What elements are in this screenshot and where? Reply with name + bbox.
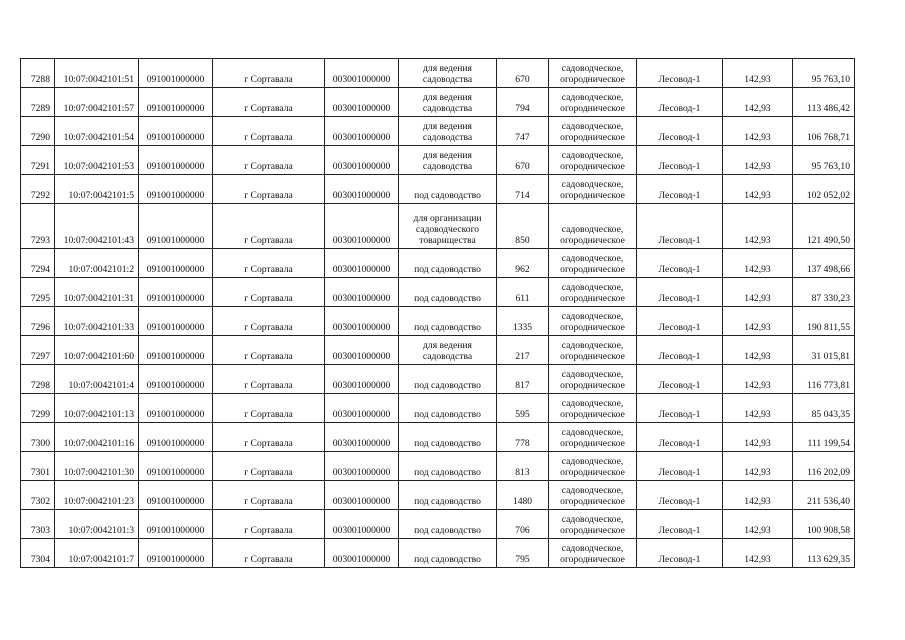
oktmo-code-cell: 091001000000 [139, 307, 213, 336]
code-cell: 003001000000 [325, 539, 399, 568]
table-body [21, 59, 855, 568]
permitted-use-cell [399, 249, 497, 278]
cadastral-number-cell: 10:07:0042101:30 [55, 452, 139, 481]
area-cell: 714 [497, 175, 549, 204]
settlement-cell: Лесовод-1 [637, 510, 723, 539]
city-cell: г Сортавала [213, 452, 325, 481]
cadastral-number-cell: 10:07:0042101:51 [55, 59, 139, 88]
cadastral-number-cell: 10:07:0042101:16 [55, 423, 139, 452]
use-category-line: огородническое [560, 525, 625, 536]
permitted-use-line: для ведения [423, 63, 472, 74]
settlement-cell: Лесовод-1 [637, 249, 723, 278]
table-row [21, 481, 855, 510]
use-category-line: садоводческое, [561, 179, 624, 190]
use-category-cell [549, 365, 637, 394]
area-cell: 794 [497, 88, 549, 117]
use-category-line: огородническое [560, 235, 625, 246]
use-category-line: садоводческое, [561, 427, 624, 438]
city-cell: г Сортавала [213, 117, 325, 146]
permitted-use-line: садоводства [422, 74, 473, 85]
settlement-cell: Лесовод-1 [637, 204, 723, 249]
cadastral-number-cell: 10:07:0042101:54 [55, 117, 139, 146]
table-row [21, 423, 855, 452]
permitted-use-cell [399, 278, 497, 307]
cadastral-value-cell: 100 908,58 [793, 510, 855, 539]
rate-cell: 142,93 [723, 365, 793, 394]
rate-cell: 142,93 [723, 175, 793, 204]
area-cell: 850 [497, 204, 549, 249]
cadastral-number-cell: 10:07:0042101:2 [55, 249, 139, 278]
table-row [21, 336, 855, 365]
settlement-cell: Лесовод-1 [637, 146, 723, 175]
city-cell: г Сортавала [213, 481, 325, 510]
cadastral-number-cell: 10:07:0042101:13 [55, 394, 139, 423]
cadastral-value-cell: 190 811,55 [793, 307, 855, 336]
cadastral-value-cell: 95 763,10 [793, 146, 855, 175]
use-category-line: огородническое [560, 74, 625, 85]
city-cell: г Сортавала [213, 539, 325, 568]
oktmo-code-cell: 091001000000 [139, 481, 213, 510]
permitted-use-line: садоводческого [415, 224, 480, 235]
city-cell: г Сортавала [213, 88, 325, 117]
permitted-use-cell [399, 146, 497, 175]
row-number-cell: 7292 [21, 175, 55, 204]
code-cell: 003001000000 [325, 175, 399, 204]
cadastral-value-cell: 137 498,66 [793, 249, 855, 278]
cadastral-value-cell: 116 202,09 [793, 452, 855, 481]
cadastral-number-cell: 10:07:0042101:31 [55, 278, 139, 307]
permitted-use-cell [399, 394, 497, 423]
permitted-use-line: для организации [413, 213, 482, 224]
cadastral-number-cell: 10:07:0042101:3 [55, 510, 139, 539]
row-number-cell: 7295 [21, 278, 55, 307]
settlement-cell: Лесовод-1 [637, 539, 723, 568]
row-number-cell: 7301 [21, 452, 55, 481]
table-row [21, 204, 855, 249]
code-cell: 003001000000 [325, 278, 399, 307]
cadastral-value-cell: 106 768,71 [793, 117, 855, 146]
use-category-line: садоводческое, [561, 485, 624, 496]
permitted-use-line: садоводства [422, 132, 473, 143]
area-cell: 670 [497, 59, 549, 88]
rate-cell: 142,93 [723, 59, 793, 88]
city-cell: г Сортавала [213, 59, 325, 88]
permitted-use-line: под садоводство [414, 380, 481, 391]
code-cell: 003001000000 [325, 117, 399, 146]
permitted-use-line: под садоводство [414, 322, 481, 333]
row-number-cell: 7304 [21, 539, 55, 568]
city-cell: г Сортавала [213, 175, 325, 204]
cadastral-number-cell: 10:07:0042101:43 [55, 204, 139, 249]
settlement-cell: Лесовод-1 [637, 117, 723, 146]
settlement-cell: Лесовод-1 [637, 88, 723, 117]
table-row [21, 307, 855, 336]
table-row [21, 175, 855, 204]
cadastral-value-cell: 95 763,10 [793, 59, 855, 88]
permitted-use-cell [399, 59, 497, 88]
table-row [21, 394, 855, 423]
use-category-line: садоводческое, [561, 311, 624, 322]
use-category-cell [549, 175, 637, 204]
rate-cell: 142,93 [723, 510, 793, 539]
area-cell: 778 [497, 423, 549, 452]
area-cell: 706 [497, 510, 549, 539]
row-number-cell: 7293 [21, 204, 55, 249]
settlement-cell: Лесовод-1 [637, 175, 723, 204]
area-cell: 817 [497, 365, 549, 394]
city-cell: г Сортавала [213, 204, 325, 249]
rate-cell: 142,93 [723, 249, 793, 278]
use-category-line: огородническое [560, 322, 625, 333]
city-cell: г Сортавала [213, 336, 325, 365]
table-row [21, 510, 855, 539]
row-number-cell: 7289 [21, 88, 55, 117]
code-cell: 003001000000 [325, 452, 399, 481]
cadastral-number-cell: 10:07:0042101:7 [55, 539, 139, 568]
permitted-use-line: под садоводство [414, 554, 481, 565]
table-row [21, 146, 855, 175]
permitted-use-line: под садоводство [414, 467, 481, 478]
code-cell: 003001000000 [325, 365, 399, 394]
use-category-cell [549, 336, 637, 365]
permitted-use-cell [399, 481, 497, 510]
table-row [21, 539, 855, 568]
oktmo-code-cell: 091001000000 [139, 510, 213, 539]
use-category-cell [549, 146, 637, 175]
oktmo-code-cell: 091001000000 [139, 452, 213, 481]
code-cell: 003001000000 [325, 510, 399, 539]
use-category-cell [549, 88, 637, 117]
use-category-line: огородническое [560, 467, 625, 478]
table-row [21, 249, 855, 278]
row-number-cell: 7300 [21, 423, 55, 452]
use-category-line: огородническое [560, 554, 625, 565]
use-category-line: садоводческое, [561, 63, 624, 74]
oktmo-code-cell: 091001000000 [139, 539, 213, 568]
row-number-cell: 7297 [21, 336, 55, 365]
rate-cell: 142,93 [723, 88, 793, 117]
permitted-use-line: под садоводство [414, 190, 481, 201]
permitted-use-line: под садоводство [414, 264, 481, 275]
permitted-use-line: для ведения [423, 121, 472, 132]
permitted-use-line: садоводства [422, 161, 473, 172]
permitted-use-line: под садоводство [414, 438, 481, 449]
city-cell: г Сортавала [213, 146, 325, 175]
settlement-cell: Лесовод-1 [637, 307, 723, 336]
area-cell: 1335 [497, 307, 549, 336]
rate-cell: 142,93 [723, 394, 793, 423]
permitted-use-cell [399, 423, 497, 452]
oktmo-code-cell: 091001000000 [139, 249, 213, 278]
use-category-cell [549, 423, 637, 452]
cadastral-number-cell: 10:07:0042101:53 [55, 146, 139, 175]
cadastral-number-cell: 10:07:0042101:23 [55, 481, 139, 510]
permitted-use-cell [399, 117, 497, 146]
permitted-use-cell [399, 88, 497, 117]
permitted-use-line: товарищества [419, 235, 476, 246]
use-category-cell [549, 394, 637, 423]
use-category-line: садоводческое, [561, 398, 624, 409]
rate-cell: 142,93 [723, 452, 793, 481]
use-category-line: огородническое [560, 293, 625, 304]
table-row [21, 59, 855, 88]
settlement-cell: Лесовод-1 [637, 481, 723, 510]
permitted-use-line: под садоводство [414, 293, 481, 304]
row-number-cell: 7299 [21, 394, 55, 423]
use-category-line: огородническое [560, 264, 625, 275]
settlement-cell: Лесовод-1 [637, 59, 723, 88]
oktmo-code-cell: 091001000000 [139, 394, 213, 423]
use-category-line: огородническое [560, 380, 625, 391]
cadastral-value-cell: 31 015,81 [793, 336, 855, 365]
cadastral-number-cell: 10:07:0042101:60 [55, 336, 139, 365]
use-category-line: садоводческое, [561, 369, 624, 380]
rate-cell: 142,93 [723, 117, 793, 146]
table-row [21, 278, 855, 307]
permitted-use-cell [399, 365, 497, 394]
use-category-line: огородническое [560, 190, 625, 201]
settlement-cell: Лесовод-1 [637, 394, 723, 423]
permitted-use-cell [399, 307, 497, 336]
city-cell: г Сортавала [213, 394, 325, 423]
rate-cell: 142,93 [723, 146, 793, 175]
cadastral-value-cell: 111 199,54 [793, 423, 855, 452]
code-cell: 003001000000 [325, 249, 399, 278]
area-cell: 747 [497, 117, 549, 146]
permitted-use-cell [399, 539, 497, 568]
use-category-line: садоводческое, [561, 543, 624, 554]
rate-cell: 142,93 [723, 307, 793, 336]
table-row [21, 88, 855, 117]
permitted-use-line: для ведения [423, 150, 472, 161]
table-row [21, 365, 855, 394]
area-cell: 670 [497, 146, 549, 175]
rate-cell: 142,93 [723, 336, 793, 365]
use-category-line: садоводческое, [561, 456, 624, 467]
use-category-line: садоводческое, [561, 253, 624, 264]
code-cell: 003001000000 [325, 204, 399, 249]
rate-cell: 142,93 [723, 481, 793, 510]
use-category-line: садоводческое, [561, 121, 624, 132]
use-category-cell [549, 117, 637, 146]
use-category-line: садоводческое, [561, 224, 624, 235]
code-cell: 003001000000 [325, 423, 399, 452]
use-category-cell [549, 249, 637, 278]
permitted-use-line: садоводства [422, 103, 473, 114]
use-category-line: садоводческое, [561, 514, 624, 525]
rate-cell: 142,93 [723, 423, 793, 452]
cadastral-number-cell: 10:07:0042101:33 [55, 307, 139, 336]
use-category-line: огородническое [560, 161, 625, 172]
rate-cell: 142,93 [723, 204, 793, 249]
settlement-cell: Лесовод-1 [637, 365, 723, 394]
use-category-line: огородническое [560, 351, 625, 362]
cadastral-number-cell: 10:07:0042101:4 [55, 365, 139, 394]
code-cell: 003001000000 [325, 59, 399, 88]
row-number-cell: 7294 [21, 249, 55, 278]
area-cell: 1480 [497, 481, 549, 510]
cadastral-number-cell: 10:07:0042101:5 [55, 175, 139, 204]
cadastral-value-cell: 85 043,35 [793, 394, 855, 423]
use-category-line: садоводческое, [561, 282, 624, 293]
use-category-line: огородническое [560, 496, 625, 507]
land-plots-table [20, 58, 855, 568]
use-category-cell [549, 59, 637, 88]
permitted-use-line: для ведения [423, 92, 472, 103]
rate-cell: 142,93 [723, 539, 793, 568]
row-number-cell: 7296 [21, 307, 55, 336]
use-category-cell [549, 204, 637, 249]
use-category-cell [549, 307, 637, 336]
row-number-cell: 7290 [21, 117, 55, 146]
use-category-line: садоводческое, [561, 340, 624, 351]
use-category-cell [549, 510, 637, 539]
row-number-cell: 7291 [21, 146, 55, 175]
code-cell: 003001000000 [325, 88, 399, 117]
permitted-use-line: для ведения [423, 340, 472, 351]
city-cell: г Сортавала [213, 249, 325, 278]
oktmo-code-cell: 091001000000 [139, 117, 213, 146]
area-cell: 795 [497, 539, 549, 568]
oktmo-code-cell: 091001000000 [139, 59, 213, 88]
permitted-use-line: под садоводство [414, 496, 481, 507]
use-category-cell [549, 278, 637, 307]
oktmo-code-cell: 091001000000 [139, 175, 213, 204]
code-cell: 003001000000 [325, 394, 399, 423]
use-category-line: садоводческое, [561, 150, 624, 161]
settlement-cell: Лесовод-1 [637, 423, 723, 452]
cadastral-value-cell: 113 486,42 [793, 88, 855, 117]
row-number-cell: 7303 [21, 510, 55, 539]
city-cell: г Сортавала [213, 423, 325, 452]
code-cell: 003001000000 [325, 146, 399, 175]
use-category-cell [549, 539, 637, 568]
permitted-use-cell [399, 204, 497, 249]
permitted-use-cell [399, 510, 497, 539]
permitted-use-line: под садоводство [414, 409, 481, 420]
area-cell: 813 [497, 452, 549, 481]
area-cell: 611 [497, 278, 549, 307]
city-cell: г Сортавала [213, 307, 325, 336]
use-category-line: огородническое [560, 103, 625, 114]
oktmo-code-cell: 091001000000 [139, 365, 213, 394]
use-category-line: огородническое [560, 438, 625, 449]
city-cell: г Сортавала [213, 278, 325, 307]
oktmo-code-cell: 091001000000 [139, 278, 213, 307]
settlement-cell: Лесовод-1 [637, 452, 723, 481]
use-category-line: огородническое [560, 409, 625, 420]
permitted-use-cell [399, 175, 497, 204]
code-cell: 003001000000 [325, 307, 399, 336]
row-number-cell: 7302 [21, 481, 55, 510]
use-category-cell [549, 452, 637, 481]
cadastral-value-cell: 113 629,35 [793, 539, 855, 568]
cadastral-value-cell: 211 536,40 [793, 481, 855, 510]
oktmo-code-cell: 091001000000 [139, 336, 213, 365]
cadastral-value-cell: 121 490,50 [793, 204, 855, 249]
area-cell: 962 [497, 249, 549, 278]
settlement-cell: Лесовод-1 [637, 336, 723, 365]
permitted-use-cell [399, 336, 497, 365]
cadastral-value-cell: 87 330,23 [793, 278, 855, 307]
oktmo-code-cell: 091001000000 [139, 146, 213, 175]
row-number-cell: 7298 [21, 365, 55, 394]
table-row [21, 117, 855, 146]
area-cell: 595 [497, 394, 549, 423]
oktmo-code-cell: 091001000000 [139, 88, 213, 117]
code-cell: 003001000000 [325, 481, 399, 510]
area-cell: 217 [497, 336, 549, 365]
table-row [21, 452, 855, 481]
cadastral-value-cell: 116 773,81 [793, 365, 855, 394]
oktmo-code-cell: 091001000000 [139, 423, 213, 452]
code-cell: 003001000000 [325, 336, 399, 365]
oktmo-code-cell: 091001000000 [139, 204, 213, 249]
use-category-cell [549, 481, 637, 510]
city-cell: г Сортавала [213, 365, 325, 394]
permitted-use-line: садоводства [422, 351, 473, 362]
permitted-use-cell [399, 452, 497, 481]
row-number-cell: 7288 [21, 59, 55, 88]
cadastral-value-cell: 102 052,02 [793, 175, 855, 204]
use-category-line: огородническое [560, 132, 625, 143]
cadastral-number-cell: 10:07:0042101:57 [55, 88, 139, 117]
city-cell: г Сортавала [213, 510, 325, 539]
permitted-use-line: под садоводство [414, 525, 481, 536]
rate-cell: 142,93 [723, 278, 793, 307]
settlement-cell: Лесовод-1 [637, 278, 723, 307]
use-category-line: садоводческое, [561, 92, 624, 103]
